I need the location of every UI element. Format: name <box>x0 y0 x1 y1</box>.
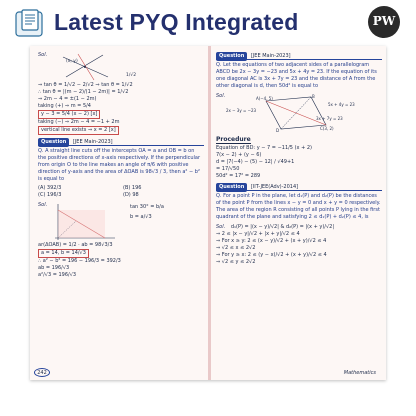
solution-line: ∴ a² − b² = 196 − 196/3 = 392/3 <box>38 258 121 264</box>
solution-line: ⇒ 2 ≤ |x − y|/√2 + |x + y|/√2 ≤ 4 <box>216 231 300 237</box>
solution-line: ab = 196/√3 <box>38 265 70 271</box>
option-b: (B) 196 <box>123 185 142 191</box>
question-text: Q. For a point P in the plane, let d₁(P) and d₂(P) be the distances of the point P from the lines x − y = 0 and x + y = 0 respectively. The area of the region R consisting of all points P lying in the first quadrant of the plane and satisfying 2 ≤ d₁(P) + d₂(P) ≤ 4, is <box>216 193 381 220</box>
question-text: Q. A straight line cuts off the intercepts OA = a and OB = b on the positive directions of x-axis respectively. If the perpendicular from origin O to the line makes an angle of π/6 with positive direction of y-axis and the area of ΔOAB is 98√3 / 3, then a² − b² is equal to <box>38 148 201 182</box>
question-source: [IIT-JEE(Adv)-2014] <box>250 184 299 190</box>
solution-line: Equation of BD: y − 7 = −11/5 (x + 2) <box>216 145 312 151</box>
pw-logo <box>368 6 400 38</box>
solution-line: ⇒ √2 ≤ x ≤ 2√2 <box>216 245 256 251</box>
solution-line: d = |7(−4) − (5) − 12| / √49+1 <box>216 159 295 165</box>
question-header <box>38 138 204 146</box>
option-a: (A) 392/3 <box>38 185 62 191</box>
page-title: Latest PYQ Integrated <box>54 9 299 35</box>
solution-line: d₁(P) = |(x − y)/√2| & d₂(P) = |(x + y)/√2| <box>230 224 335 230</box>
option-d: (D) 98 <box>123 192 139 198</box>
solution-line: ar(ΔOAB) = 1/2 · ab = 98√3/3 <box>38 242 113 248</box>
question-header <box>216 183 382 191</box>
diagram-point: B <box>312 94 315 99</box>
solution-line: ⇒ For y ≥ x: 2 ≤ (y − x)/√2 + (x + y)/√2 ≤ 4 <box>216 252 327 258</box>
solution-line: ⇒ For x ≥ y: 2 ≤ (x − y)/√2 + (x + y)/√2 ≤ 4 <box>216 238 327 244</box>
solution-line: ⇒ 2m − 4 = ±(1 − 2m) <box>38 96 97 102</box>
question-tag: Question <box>38 138 69 147</box>
solution-label: Sol. <box>216 93 226 99</box>
diagram-label: 3x + 7y = 23 <box>316 116 343 121</box>
options-grid <box>38 185 204 199</box>
solution-line: a²/√3 = 196/√3 <box>38 272 77 278</box>
solution-line: ⇒ √2 ≤ y ≤ 2√2 <box>216 259 256 265</box>
subject-label: Mathematics <box>343 370 376 376</box>
diagram-point: D <box>276 128 280 133</box>
solution-line: b = a/√3 <box>130 214 152 220</box>
question-header <box>216 52 382 60</box>
page-spine <box>208 46 211 380</box>
question-source: [JEE Main-2023] <box>72 139 113 145</box>
figure-label: (x, y) <box>66 59 78 64</box>
right-column <box>216 52 382 368</box>
question-text: Q. Let the equations of two adjacent sides of a parallelogram ABCD be 2x − 3y = −23 and 5x + 4y = 23. If the equation of its one diagonal AC is 3x + 7y = 23 and the distance of A from the other diagonal is d, then 50d² is equal to <box>216 62 377 89</box>
page-number: 242 <box>34 368 50 377</box>
question-source: [JEE Main-2023] <box>250 53 291 59</box>
line-diagram <box>58 52 118 82</box>
question-tag: Question <box>216 52 247 61</box>
diagram-label: 5x + 4y = 23 <box>328 102 355 107</box>
solution-line: ⇒ tan θ = 1/√2 − 2/√2 ⇒ tan θ = 1/√2 <box>38 82 133 88</box>
solution-line: = 17/√50 <box>216 166 240 172</box>
boxed-result: a = 14, b = 14/√3 <box>38 249 89 258</box>
triangle-diagram <box>50 202 120 242</box>
solution-line: taking (−) ⇒ 2m − 4 = −1 + 2m <box>38 119 120 125</box>
diagram-label: 2x − 3y = −23 <box>226 108 257 113</box>
solution-line: ∴ tan θ = |(m − 2)/(1 − 2m)| = 1/√2 <box>38 89 129 95</box>
solution-line: taking (+) ⇒ m = 5/4 <box>38 103 91 109</box>
question-tag: Question <box>216 183 247 192</box>
document-stack-icon <box>14 8 44 38</box>
diagram-point: C(3, 2) <box>320 126 334 131</box>
solution-line: 50d² = 17² = 289 <box>216 173 261 179</box>
boxed-result: vertical line exists ⇒ x = 2 [x] <box>38 126 119 135</box>
diagram-point: A(−4, 5) <box>256 96 273 101</box>
left-column <box>38 52 204 368</box>
header-banner <box>0 0 416 46</box>
procedure-heading: Procedure <box>216 136 251 143</box>
solution-label: Sol. <box>38 202 48 208</box>
solution-label: Sol. <box>38 52 48 58</box>
option-c: (C) 196/3 <box>38 192 62 198</box>
boxed-result: y − 3 = 5/4 (x − 2) [x] <box>38 110 100 119</box>
solution-label: Sol. <box>216 224 226 230</box>
pw-logo-text: PW <box>372 14 396 28</box>
book-page <box>30 46 386 380</box>
solution-line: 7(x − 2) + (y − 6) <box>216 152 262 158</box>
figure-slope: 1/√2 <box>126 73 137 78</box>
solution-line: tan 30° = b/a <box>130 204 164 210</box>
